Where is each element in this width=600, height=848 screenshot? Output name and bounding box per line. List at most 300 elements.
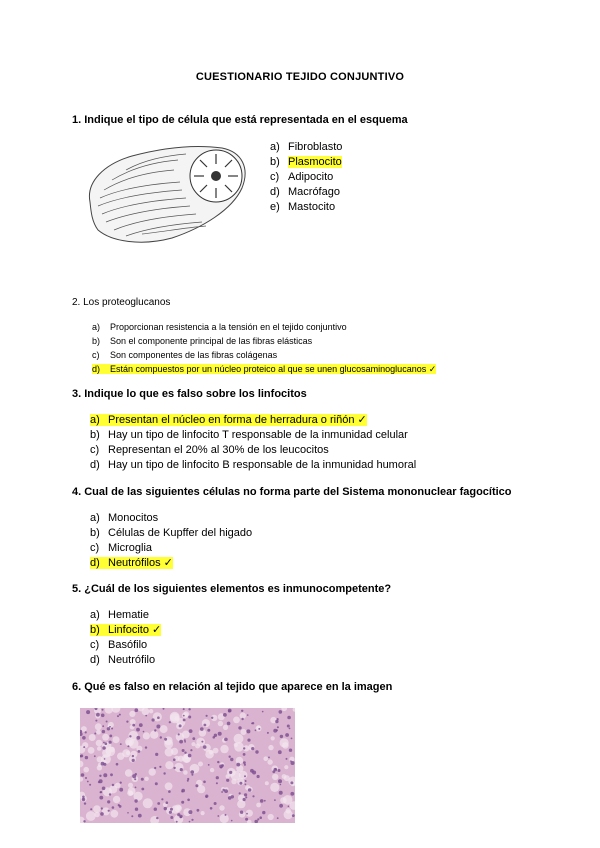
tissue-vacuole (201, 811, 205, 815)
tissue-vacuole (170, 712, 180, 722)
q2-option-b[interactable]: b) Son el componente principal de las fibras elásticas (92, 336, 313, 346)
tissue-nucleus (181, 801, 184, 804)
tissue-vacuole (88, 747, 95, 754)
tissue-nucleus (230, 758, 233, 761)
tissue-nucleus (289, 728, 291, 730)
tissue-nucleus (109, 793, 111, 795)
tissue-vacuole (110, 810, 118, 818)
tissue-vacuole (283, 795, 293, 805)
tissue-nucleus (155, 782, 158, 785)
tissue-vacuole (177, 805, 182, 810)
tissue-nucleus (176, 821, 178, 823)
tissue-nucleus (136, 728, 140, 732)
tissue-nucleus (90, 808, 92, 810)
tissue-nucleus (103, 773, 107, 777)
tissue-nucleus (292, 814, 295, 817)
tissue-nucleus (105, 742, 108, 745)
tissue-nucleus (189, 821, 191, 823)
tissue-nucleus (210, 807, 213, 810)
tissue-nucleus (231, 820, 233, 822)
tissue-vacuole (129, 711, 135, 717)
tissue-nucleus (95, 720, 97, 722)
tissue-vacuole (272, 774, 278, 780)
tissue-vacuole (223, 725, 228, 730)
tissue-nucleus (85, 731, 87, 733)
tissue-nucleus (134, 799, 137, 802)
tissue-nucleus (224, 738, 228, 742)
tissue-vacuole (97, 756, 103, 762)
tissue-nucleus (112, 806, 115, 809)
q1-option-a[interactable]: a) Fibroblasto (270, 141, 343, 153)
tissue-nucleus (248, 788, 252, 792)
tissue-nucleus (135, 808, 138, 811)
q5-option-b[interactable] (90, 623, 161, 638)
tissue-nucleus (156, 725, 160, 729)
tissue-nucleus (217, 815, 219, 817)
q3-option-d[interactable]: d) Hay un tipo de linfocito B responsable de la inmunidad humoral (90, 459, 417, 471)
question-6: 6. Qué es falso en relación al tejido que aparece en la imagen (72, 681, 393, 693)
tissue-nucleus (160, 736, 162, 738)
tissue-nucleus (191, 770, 195, 774)
q1-option-d[interactable]: d) Macrófago (270, 186, 340, 198)
tissue-nucleus (86, 710, 90, 714)
tissue-nucleus (135, 773, 137, 775)
tissue-nucleus (247, 739, 250, 742)
tissue-nucleus (102, 730, 105, 733)
tissue-nucleus (241, 710, 243, 712)
tissue-nucleus (82, 796, 85, 799)
tissue-nucleus (164, 738, 167, 741)
tissue-nucleus (102, 746, 105, 749)
tissue-vacuole (256, 803, 261, 808)
q1-option-c[interactable]: c) Adipocito (270, 171, 334, 183)
tissue-nucleus (103, 763, 106, 766)
tissue-nucleus (101, 714, 105, 718)
tissue-nucleus (211, 717, 213, 719)
tissue-nucleus (229, 756, 231, 758)
tissue-vacuole (115, 783, 121, 789)
question-5: 5. ¿Cuál de los siguientes elementos es inmunocompetente? (72, 583, 392, 595)
tissue-vacuole (286, 808, 291, 813)
tissue-vacuole (97, 746, 101, 750)
tissue-nucleus (103, 742, 105, 744)
tissue-vacuole (198, 762, 203, 767)
q5-option-d[interactable]: d) Neutrófilo (90, 654, 156, 666)
tissue-nucleus (94, 733, 96, 735)
tissue-nucleus (274, 799, 276, 801)
tissue-nucleus (89, 784, 91, 786)
tissue-vacuole (126, 751, 130, 755)
tissue-nucleus (279, 804, 283, 808)
tissue-nucleus (154, 808, 157, 811)
q5-option-a[interactable]: a) Hematie (90, 609, 149, 621)
tissue-nucleus (168, 790, 171, 793)
tissue-nucleus (100, 812, 104, 816)
tissue-vacuole (271, 736, 275, 740)
tissue-nucleus (109, 735, 112, 738)
tissue-nucleus (181, 789, 185, 793)
tissue-vacuole (95, 723, 102, 730)
tissue-nucleus (102, 709, 104, 711)
tissue-nucleus (217, 761, 219, 763)
tissue-nucleus (180, 816, 182, 818)
tissue-nucleus (218, 732, 222, 736)
tissue-vacuole (233, 717, 240, 724)
tissue-nucleus (241, 718, 243, 720)
tissue-nucleus (262, 811, 265, 814)
tissue-nucleus (277, 817, 279, 819)
tissue-vacuole (178, 756, 184, 762)
tissue-nucleus (228, 796, 232, 800)
tissue-nucleus (251, 747, 254, 750)
tissue-nucleus (260, 799, 264, 803)
tissue-nucleus (110, 773, 113, 776)
tissue-nucleus (191, 774, 193, 776)
tissue-nucleus (252, 795, 254, 797)
tissue-vacuole (109, 747, 115, 753)
tissue-nucleus (287, 716, 291, 720)
tissue-nucleus (138, 814, 142, 818)
tissue-nucleus (187, 799, 190, 802)
q3-options (90, 413, 416, 473)
q4-option-c[interactable]: c) Microglia (90, 542, 153, 554)
tissue-nucleus (258, 728, 260, 730)
tissue-nucleus (145, 715, 147, 717)
tissue-nucleus (278, 750, 282, 754)
tissue-nucleus (278, 769, 281, 772)
tissue-vacuole (113, 796, 120, 803)
tissue-nucleus (279, 791, 283, 795)
tissue-vacuole (239, 771, 248, 780)
tissue-vacuole (284, 765, 288, 769)
tissue-nucleus (207, 729, 210, 732)
tissue-vacuole (270, 783, 279, 792)
tissue-nucleus (126, 721, 128, 723)
tissue-nucleus (99, 796, 103, 800)
tissue-nucleus (245, 818, 248, 821)
document-title: CUESTIONARIO TEJIDO CONJUNTIVO (195, 71, 405, 83)
tissue-nucleus (246, 813, 248, 815)
tissue-nucleus (169, 811, 172, 814)
tissue-nucleus (243, 761, 246, 764)
tissue-nucleus (132, 755, 134, 757)
q2-option-a[interactable]: a) Proporcionan resistencia a la tensión en el tejido conjuntivo (92, 322, 347, 332)
tissue-nucleus (195, 784, 198, 787)
tissue-nucleus (102, 787, 106, 791)
tissue-nucleus (159, 766, 161, 768)
tissue-vacuole (210, 768, 214, 772)
tissue-nucleus (101, 807, 103, 809)
tissue-nucleus (226, 779, 229, 782)
tissue-nucleus (204, 724, 207, 727)
tissue-vacuole (202, 719, 210, 727)
tissue-nucleus (200, 727, 204, 731)
tissue-nucleus (129, 735, 131, 737)
tissue-nucleus (135, 787, 137, 789)
tissue-nucleus (154, 767, 156, 769)
q4-options (90, 511, 252, 571)
tissue-nucleus (132, 759, 135, 762)
tissue-nucleus (106, 721, 108, 723)
tissue-nucleus (291, 738, 293, 740)
tissue-vacuole (196, 738, 205, 747)
tissue-nucleus (287, 725, 290, 728)
tissue-nucleus (119, 788, 123, 792)
tissue-nucleus (139, 723, 143, 727)
tissue-vacuole (125, 769, 133, 777)
tissue-vacuole (96, 740, 103, 747)
plasma-cell-diagram (82, 138, 252, 250)
tissue-nucleus (190, 749, 192, 751)
tissue-nucleus (184, 739, 186, 741)
tissue-nucleus (255, 750, 258, 753)
tissue-nucleus (82, 798, 85, 801)
tissue-vacuole (267, 759, 272, 764)
tissue-nucleus (188, 810, 192, 814)
tissue-vacuole (128, 783, 133, 788)
tissue-vacuole (130, 719, 136, 725)
tissue-nucleus (184, 752, 186, 754)
tissue-nucleus (208, 764, 210, 766)
tissue-nucleus (280, 735, 283, 738)
q3-option-c[interactable]: c) Representan el 20% al 30% de los leucocitos (90, 444, 329, 456)
tissue-vacuole (176, 733, 185, 742)
tissue-nucleus (136, 736, 140, 740)
tissue-vacuole (93, 805, 101, 813)
tissue-nucleus (228, 710, 231, 713)
tissue-nucleus (250, 769, 254, 773)
answer-highlight: d) Neutrófilos ✓ (90, 557, 173, 569)
q2-option-d[interactable] (92, 362, 436, 376)
tissue-nucleus (112, 784, 114, 786)
tissue-vacuole (268, 745, 273, 750)
tissue-nucleus (244, 775, 246, 777)
tissue-nucleus (163, 772, 165, 774)
tissue-nucleus (278, 779, 282, 783)
q4-option-d[interactable] (90, 556, 252, 571)
tissue-nucleus (135, 708, 139, 712)
q4-option-a[interactable]: a) Monocitos (90, 512, 159, 524)
tissue-nucleus (221, 791, 223, 793)
tissue-nucleus (223, 713, 227, 717)
tissue-nucleus (166, 801, 169, 804)
tissue-nucleus (107, 800, 110, 803)
tissue-nucleus (203, 745, 207, 749)
tissue-nucleus (173, 758, 176, 761)
answer-highlight: b) Linfocito ✓ (90, 624, 162, 636)
tissue-nucleus (216, 776, 219, 779)
tissue-nucleus (246, 729, 250, 733)
tissue-nucleus (288, 806, 290, 808)
question-1: 1. Indique el tipo de célula que está representada en el esquema (72, 114, 408, 126)
tissue-nucleus (245, 796, 247, 798)
tissue-nucleus (267, 732, 269, 734)
tissue-nucleus (152, 718, 155, 721)
tissue-nucleus (279, 710, 283, 714)
tissue-vacuole (128, 787, 136, 795)
tissue-nucleus (94, 755, 96, 757)
tissue-nucleus (107, 727, 110, 730)
tissue-vacuole (165, 748, 174, 757)
tissue-nucleus (243, 747, 245, 749)
tissue-vacuole (191, 742, 195, 746)
tissue-nucleus (216, 782, 218, 784)
tissue-vacuole (113, 736, 120, 743)
tissue-nucleus (252, 722, 254, 724)
tissue-nucleus (285, 733, 289, 737)
tissue-nucleus (229, 771, 232, 774)
tissue-vacuole (149, 709, 153, 713)
tissue-nucleus (120, 782, 122, 784)
tissue-nucleus (245, 780, 247, 782)
answer-highlight: d) Están compuestos por un núcleo proteico al que se unen glucosaminoglucanos ✓ (92, 364, 437, 374)
q4-option-b[interactable]: b) Células de Kupffer del higado (90, 527, 253, 539)
tissue-vacuole (234, 743, 238, 747)
tissue-nucleus (255, 729, 257, 731)
tissue-nucleus (274, 768, 278, 772)
tissue-micrograph (80, 708, 295, 823)
tissue-nucleus (81, 773, 85, 777)
tissue-nucleus (214, 734, 217, 737)
tissue-nucleus (145, 746, 147, 748)
tissue-vacuole (89, 734, 96, 741)
tissue-nucleus (259, 816, 262, 819)
tissue-nucleus (290, 781, 293, 784)
tissue-nucleus (262, 711, 264, 713)
tissue-nucleus (245, 784, 247, 786)
tissue-nucleus (286, 758, 288, 760)
tissue-nucleus (183, 708, 185, 710)
tissue-vacuole (96, 730, 101, 735)
q2-options (92, 320, 436, 376)
q5-options (90, 608, 161, 668)
tissue-vacuole (102, 734, 109, 741)
tissue-nucleus (187, 780, 189, 782)
tissue-nucleus (85, 777, 87, 779)
tissue-nucleus (244, 793, 247, 796)
q1-option-b[interactable]: b) Plasmocito (270, 156, 342, 168)
tissue-nucleus (219, 765, 223, 769)
tissue-nucleus (280, 784, 282, 786)
tissue-vacuole (149, 768, 156, 775)
tissue-nucleus (134, 778, 136, 780)
q1-option-e[interactable]: e) Mastocito (270, 201, 336, 213)
tissue-nucleus (131, 815, 133, 817)
tissue-nucleus (187, 778, 189, 780)
tissue-nucleus (119, 805, 122, 808)
tissue-nucleus (87, 781, 89, 783)
tissue-nucleus (183, 715, 185, 717)
tissue-vacuole (164, 739, 173, 748)
tissue-nucleus (120, 743, 122, 745)
tissue-nucleus (84, 802, 86, 804)
q2-option-c[interactable]: c) Son componentes de las fibras colágenas (92, 350, 278, 360)
tissue-nucleus (239, 782, 242, 785)
question-3: 3. Indique lo que es falso sobre los linfocitos (72, 388, 307, 400)
tissue-nucleus (157, 716, 160, 719)
tissue-nucleus (177, 813, 180, 816)
tissue-nucleus (155, 753, 158, 756)
tissue-nucleus (243, 753, 246, 756)
tissue-nucleus (157, 802, 160, 805)
tissue-nucleus (201, 741, 203, 743)
tissue-nucleus (109, 741, 112, 744)
tissue-nucleus (182, 749, 185, 752)
tissue-nucleus (205, 796, 207, 798)
tissue-nucleus (161, 798, 163, 800)
tissue-nucleus (83, 746, 85, 748)
tissue-vacuole (182, 712, 188, 718)
tissue-nucleus (98, 781, 100, 783)
tissue-nucleus (143, 731, 145, 733)
q3-option-b[interactable]: b) Hay un tipo de linfocito T responsable de la inmunidad celular (90, 429, 408, 441)
tissue-nucleus (206, 715, 208, 717)
tissue-vacuole (160, 725, 168, 733)
tissue-vacuole (220, 814, 229, 823)
tissue-vacuole (197, 785, 205, 793)
tissue-nucleus (164, 807, 167, 810)
tissue-vacuole (143, 798, 153, 808)
tissue-nucleus (192, 737, 195, 740)
q5-option-c[interactable]: c) Basófilo (90, 639, 148, 651)
tissue-nucleus (102, 725, 104, 727)
tissue-nucleus (83, 820, 85, 822)
tissue-nucleus (111, 728, 113, 730)
tissue-nucleus (236, 763, 240, 767)
tissue-nucleus (268, 757, 270, 759)
tissue-vacuole (218, 721, 223, 726)
tissue-nucleus (188, 754, 192, 758)
tissue-vacuole (263, 756, 268, 761)
q1-options (270, 140, 342, 215)
tissue-nucleus (127, 745, 129, 747)
tissue-nucleus (239, 792, 241, 794)
question-4: 4. Cual de las siguientes células no forma parte del Sistema mononuclear fagocítico (72, 486, 512, 498)
tissue-vacuole (280, 738, 289, 747)
tissue-nucleus (184, 741, 186, 743)
question-2: 2. Los proteoglucanos (72, 297, 171, 308)
tissue-nucleus (290, 760, 292, 762)
tissue-nucleus (170, 808, 173, 811)
tissue-nucleus (179, 724, 182, 727)
tissue-vacuole (226, 774, 230, 778)
tissue-vacuole (129, 739, 139, 749)
tissue-nucleus (85, 756, 88, 759)
tissue-nucleus (104, 758, 106, 760)
answer-highlight: Plasmocito (288, 156, 342, 168)
tissue-nucleus (197, 809, 200, 812)
tissue-nucleus (156, 817, 158, 819)
tissue-nucleus (183, 719, 186, 722)
tissue-nucleus (154, 729, 156, 731)
q3-option-a[interactable] (90, 413, 416, 428)
tissue-vacuole (241, 729, 247, 735)
tissue-nucleus (117, 715, 119, 717)
tissue-nucleus (141, 788, 144, 791)
tissue-nucleus (170, 816, 173, 819)
tissue-nucleus (225, 814, 227, 816)
tissue-nucleus (214, 802, 217, 805)
tissue-nucleus (257, 818, 259, 820)
tissue-vacuole (94, 812, 99, 817)
tissue-nucleus (240, 811, 243, 814)
tissue-nucleus (108, 810, 110, 812)
tissue-nucleus (179, 740, 183, 744)
tissue-vacuole (143, 732, 150, 739)
tissue-nucleus (178, 733, 180, 735)
tissue-nucleus (227, 722, 231, 726)
tissue-vacuole (213, 748, 219, 754)
